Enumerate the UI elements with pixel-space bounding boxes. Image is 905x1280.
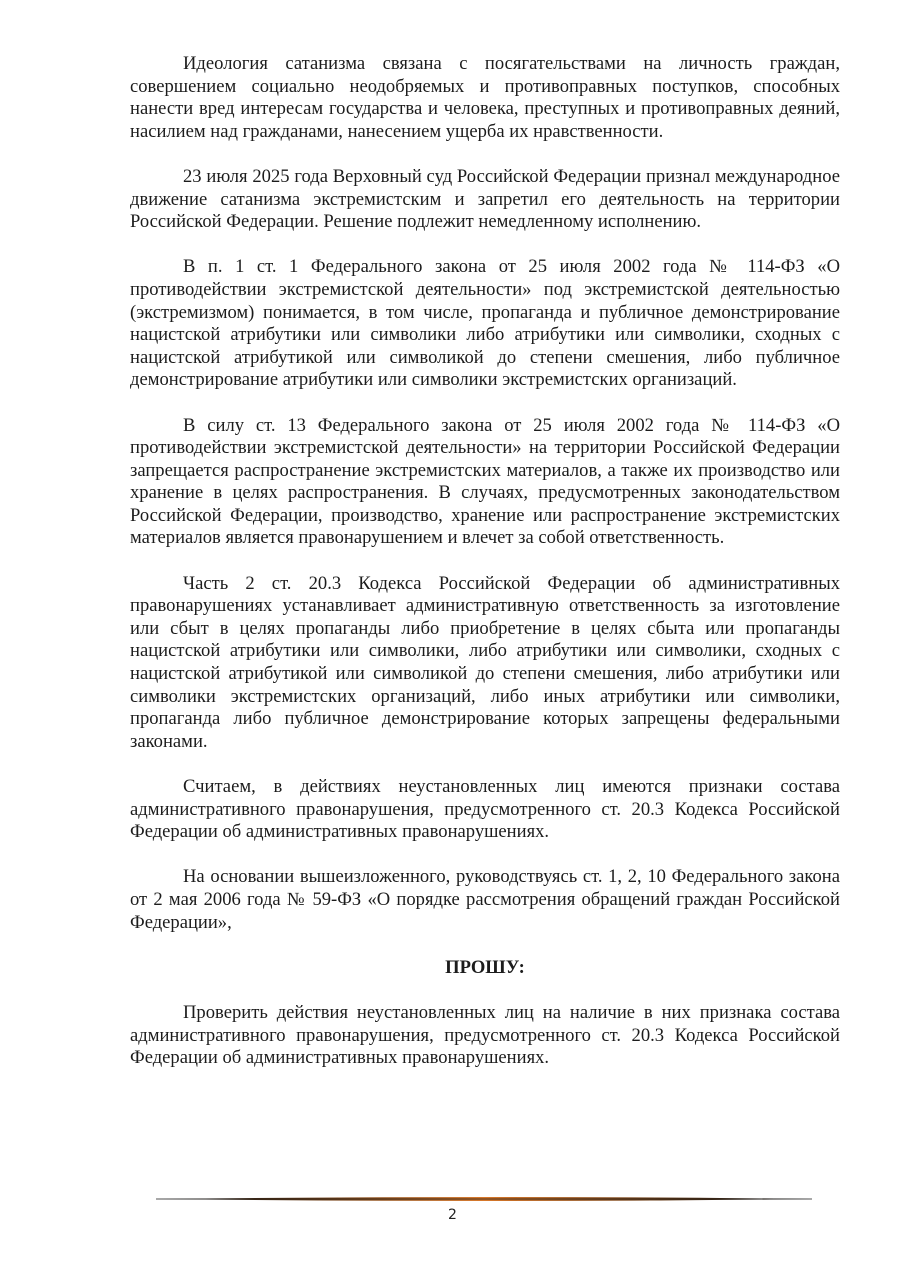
paragraph-legal-basis: На основании вышеизложенного, руководствуясь ст. 1, 2, 10 Федерального закона от 2 мая 2006 года № 59-ФЗ «О порядке рассмотрения обращений граждан Российской Федерации», bbox=[130, 866, 840, 933]
document-page bbox=[130, 53, 840, 1070]
paragraph-conclusion: Считаем, в действиях неустановленных лиц имеются признаки состава административного правонарушения, предусмотренного ст. 20.3 Кодекса Российской Федерации об административных правонарушениях. bbox=[130, 776, 840, 843]
page-number: 2 bbox=[448, 1207, 457, 1223]
paragraph-spacer bbox=[130, 844, 840, 867]
paragraph-spacer bbox=[130, 392, 840, 415]
paragraph-spacer bbox=[130, 934, 840, 957]
paragraph-satanism-ideology: Идеология сатанизма связана с посягательствами на личность граждан, совершением социально неодобряемых и противоправных поступков, способных нанести вред интересам государства и человека, преступных и противоправных деяний, насилием над гражданами, нанесением ущерба их нравственности. bbox=[130, 53, 840, 142]
paragraph-spacer bbox=[130, 143, 840, 166]
paragraph-law-114-article-1: В п. 1 ст. 1 Федерального закона от 25 июля 2002 года № 114-ФЗ «О противодействии экстремистской деятельности» под экстремистской деятельностью (экстремизмом) понимается, в том числе, пропаганда и публичное демонстрирование нацистской атрибутики или символики либо атрибутики или символики, сходных с нацистской атрибутикой или символикой до степени смешения, либо публичное демонстрирование атрибутики или символики экстремистских организаций. bbox=[130, 256, 840, 391]
request-heading: ПРОШУ: bbox=[445, 956, 525, 978]
paragraph-spacer bbox=[130, 550, 840, 573]
footer-divider bbox=[156, 1196, 812, 1202]
request-text: Проверить действия неустановленных лиц на наличие в них признака состава административного правонарушения, предусмотренного ст. 20.3 Кодекса Российской Федерации об административных правонарушениях. bbox=[130, 1001, 840, 1069]
paragraph-spacer bbox=[130, 979, 840, 1002]
paragraph-law-114-article-13: В силу ст. 13 Федерального закона от 25 июля 2002 года № 114-ФЗ «О противодействии экстремистской деятельности» на территории Российской Федерации запрещается распространение экстремистских материалов, а также их производство или хранение в целях распространения. В случаях, предусмотренных законодательством Российской Федерации, производство, хранение или распространение экстремистских материалов является правонарушением и влечет за собой ответственность. bbox=[130, 414, 840, 549]
paragraph-supreme-court-ruling: 23 июля 2025 года Верховный суд Российской Федерации признал международное движение сатанизма экстремистским и запретил его деятельность на территории Российской Федерации. Решение подлежит немедленному исполнению. bbox=[130, 165, 840, 233]
paragraph-koap-20-3: Часть 2 ст. 20.3 Кодекса Российской Федерации об административных правонарушениях устанавливает административную ответственность за изготовление или сбыт в целях пропаганды либо приобретение в целях сбыта или пропаганды нацистской атрибутики или символики, либо атрибутики или символики, сходных с нацистской атрибутикой или символикой до степени смешения, либо атрибутики или символики экстремистских организаций, либо иных атрибутики или символики, пропаганда либо публичное демонстрирование которых запрещены федеральными законами. bbox=[130, 572, 840, 752]
paragraph-spacer bbox=[130, 753, 840, 776]
paragraph-spacer bbox=[130, 234, 840, 257]
